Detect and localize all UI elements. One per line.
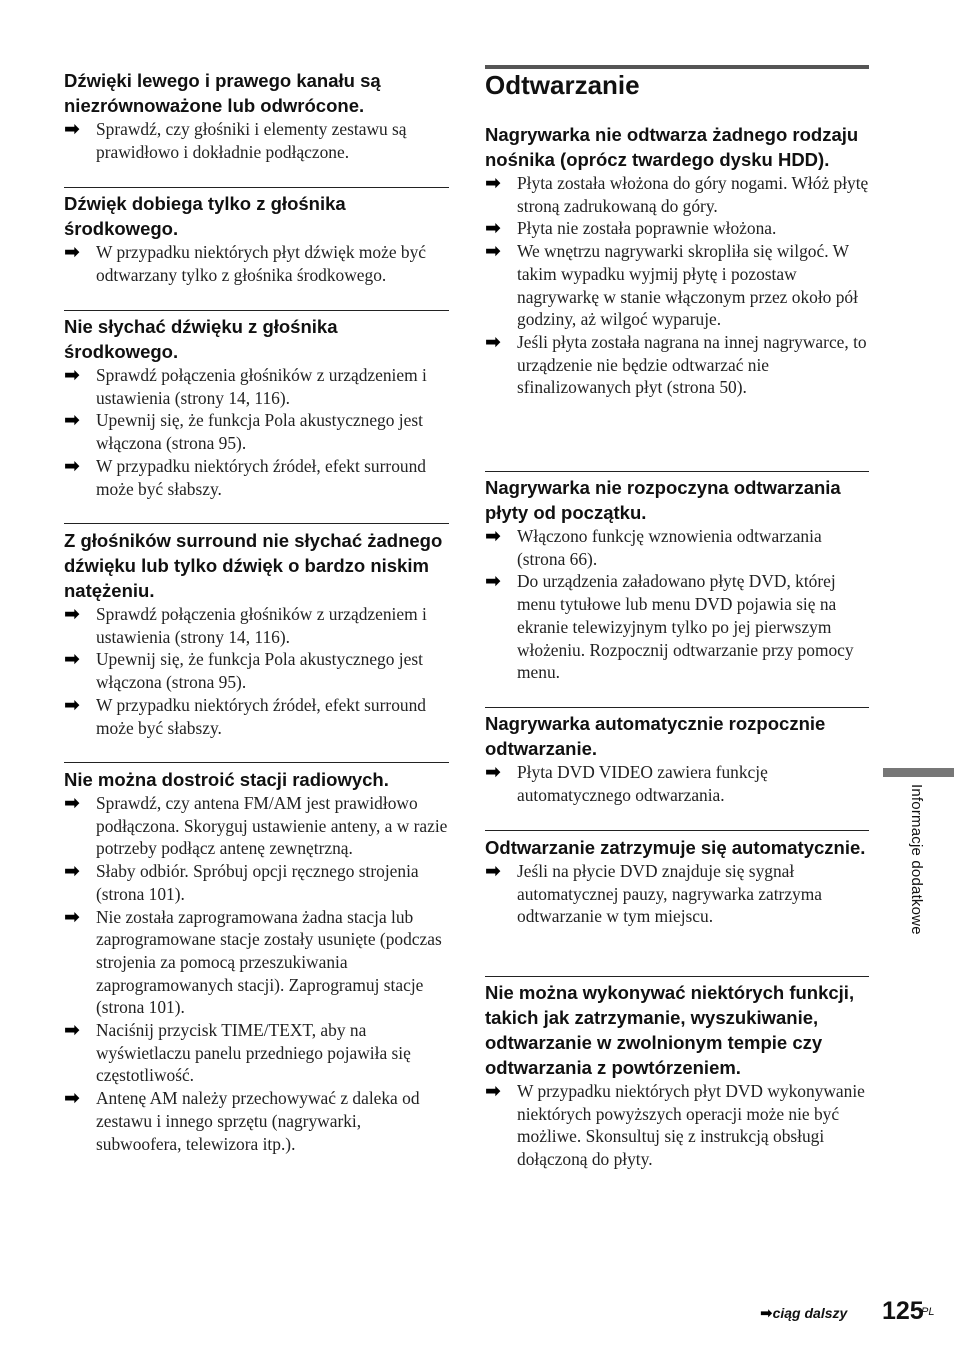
section-heading: Dźwięki lewego i prawego kanału są niezrównoważone lub odwrócone. (64, 70, 381, 116)
item-text: Nie została zaprogramowana żadna stacja lub zaprogramowane stacje zostały usunięte (podczas strojenia za pomocą przeszukiwania zaprogramowanych stacji). Zaprogramuj stacje (strona 101). (96, 906, 442, 1018)
arrow-right-icon: ➡ (485, 1080, 501, 1102)
item-text: Płyta DVD VIDEO zawiera funkcję automatycznego odtwarzania. (517, 762, 768, 805)
continued-text: ciąg dalszy (772, 1305, 848, 1321)
arrow-right-icon: ➡ (64, 648, 80, 671)
page-section-title: Odtwarzanie (485, 70, 640, 100)
item-text: Sprawdź, czy antena FM/AM jest prawidłowo podłączona. Skoryguj ustawienie anteny, a w razie potrzeby podłącz antenę zewnętrzną. (96, 793, 448, 859)
item-text: Sprawdź połączenia głośników z urządzeniem i ustawienia (strony 14, 116). (96, 604, 427, 647)
list-item (64, 648, 449, 693)
section-divider (64, 310, 449, 311)
arrow-right-icon: ➡ (64, 792, 80, 814)
section-not-from-start (485, 475, 869, 684)
list-item (485, 761, 869, 806)
section-divider (485, 830, 869, 831)
section-divider (485, 976, 869, 977)
list-item (64, 860, 449, 905)
list-item (64, 118, 449, 163)
arrow-right-icon: ➡ (485, 330, 501, 353)
arrow-right-icon: ➡ (64, 693, 80, 716)
list-item (485, 525, 869, 570)
section-channels-unbalanced (64, 68, 449, 163)
item-text: Włączono funkcję wznowienia odtwarzania (strona 66). (517, 526, 822, 569)
list-item (485, 217, 869, 240)
item-text: W przypadku niektórych źródeł, efekt surround może być słabszy. (96, 694, 426, 738)
list-item (485, 860, 869, 928)
list-item (64, 694, 449, 739)
list-item (64, 241, 449, 286)
section-heading: Nie można wykonywać niektórych funkcji, takich jak zatrzymanie, wyszukiwanie, odtwarzanie w zwolnionym tempie czy odtwarzania z powtórzeniem. (485, 982, 855, 1078)
arrow-right-icon: ➡ (64, 905, 80, 928)
item-text: W przypadku niektórych płyt dźwięk może być odtwarzany tylko z głośnika środkowego. (96, 242, 426, 285)
arrow-right-icon: ➡ (485, 860, 501, 882)
item-text: Antenę AM należy przechowywać z daleka od zestawu i innego sprzętu (nagrywarki, subwoofera, telewizora itp.). (96, 1088, 420, 1154)
item-text: Upewnij się, że funkcja Pola akustycznego jest włączona (strona 95). (96, 410, 423, 454)
section-functions-unavailable (485, 980, 869, 1171)
list-item (64, 603, 449, 648)
list-item (485, 1080, 869, 1171)
list-item (485, 172, 869, 217)
page-number: 125 (882, 1297, 924, 1325)
arrow-right-icon: ➡ (485, 761, 501, 783)
list-item (485, 331, 869, 399)
arrow-right-icon: ➡ (64, 118, 80, 140)
section-heading: Dźwięk dobiega tylko z głośnika środkowego. (64, 193, 346, 239)
section-heading: Z głośników surround nie słychać żadnego dźwięku lub tylko dźwięk o bardzo niskim natężeniu. (64, 530, 443, 601)
arrow-right-icon: ➡ (485, 172, 501, 194)
continued-note (760, 1302, 847, 1325)
item-text: W przypadku niektórych źródeł, efekt surround może być słabszy. (96, 455, 426, 499)
arrow-right-icon: ➡ (760, 1304, 773, 1322)
side-tab-marker (883, 768, 954, 777)
list-item (64, 1019, 449, 1087)
item-text: W przypadku niektórych płyt DVD wykonywanie niektórych powyższych operacji może nie być możliwe. Skonsultuj się z instrukcją obsługi dołączoną do płyty. (517, 1081, 865, 1170)
arrow-right-icon: ➡ (64, 241, 80, 263)
section-auto-stop (485, 835, 869, 928)
section-no-playback (485, 122, 869, 399)
section-heading: Odtwarzanie zatrzymuje się automatycznie. (485, 837, 866, 858)
section-no-center (64, 314, 449, 500)
arrow-right-icon: ➡ (64, 603, 80, 625)
list-item (64, 1087, 449, 1155)
section-divider (485, 707, 869, 708)
list-item (485, 240, 869, 331)
arrow-right-icon: ➡ (64, 364, 80, 386)
section-divider (64, 762, 449, 763)
list-item (64, 409, 449, 454)
item-text: Sprawdź, czy głośniki i elementy zestawu są prawidłowo i dokładnie podłączone. (96, 119, 407, 162)
arrow-right-icon: ➡ (64, 1087, 80, 1110)
section-heading: Nie można dostroić stacji radiowych. (64, 769, 389, 790)
list-item (485, 570, 869, 684)
item-text: Słaby odbiór. Spróbuj opcji ręcznego strojenia (strona 101). (96, 861, 419, 904)
section-heading: Nie słychać dźwięku z głośnika środkowego. (64, 316, 338, 362)
item-text: Naciśnij przycisk TIME/TEXT, aby na wyświetlaczu panelu przedniego pojawiła się częstotliwość. (96, 1020, 411, 1086)
section-divider (485, 471, 869, 472)
section-heading: Nagrywarka nie odtwarza żadnego rodzaju nośnika (oprócz twardego dysku HDD). (485, 124, 859, 170)
arrow-right-icon: ➡ (485, 240, 501, 263)
arrow-right-icon: ➡ (64, 409, 80, 432)
page-language-suffix: PL (921, 1306, 935, 1318)
section-heading: Nagrywarka automatycznie rozpocznie odtwarzanie. (485, 713, 826, 759)
arrow-right-icon: ➡ (485, 570, 501, 593)
section-divider (64, 187, 449, 188)
section-center-only (64, 191, 449, 286)
title-rule (485, 65, 869, 69)
arrow-right-icon: ➡ (485, 525, 501, 547)
list-item (64, 364, 449, 409)
arrow-right-icon: ➡ (64, 860, 80, 883)
item-text: Sprawdź połączenia głośników z urządzeniem i ustawienia (strony 14, 116). (96, 365, 427, 408)
section-heading: Nagrywarka nie rozpoczyna odtwarzania płyty od początku. (485, 477, 841, 523)
arrow-right-icon: ➡ (64, 454, 80, 477)
list-item (64, 455, 449, 500)
item-text: Płyta została włożona do góry nogami. Włóż płytę stroną zadrukowaną do góry. (517, 173, 869, 216)
section-radio-tuning (64, 767, 449, 1155)
arrow-right-icon: ➡ (64, 1019, 80, 1042)
list-item (64, 906, 449, 1020)
side-section-label: Informacje dodatkowe (908, 784, 925, 935)
section-no-surround (64, 528, 449, 739)
arrow-right-icon: ➡ (485, 217, 501, 240)
item-text: Upewnij się, że funkcja Pola akustycznego jest włączona (strona 95). (96, 649, 423, 693)
section-divider (64, 523, 449, 524)
list-item (64, 792, 449, 860)
item-text: Do urządzenia załadowano płytę DVD, której menu tytułowe lub menu DVD pojawia się na ekranie telewizyjnym tylko po jej pierwszym włożeniu. Rozpocznij odtwarzanie przy pomocy menu. (517, 571, 854, 683)
item-text: Jeśli płyta została nagrana na innej nagrywarce, to urządzenie nie będzie odtwarzać nie sfinalizowanych płyt (strona 50). (517, 331, 867, 398)
item-text: We wnętrzu nagrywarki skropliła się wilgoć. W takim wypadku wyjmij płytę i pozostaw nagrywarkę w stanie włączonym przez około pół godziny, aż wilgoć wyparuje. (517, 241, 858, 330)
item-text: Płyta nie została poprawnie włożona. (517, 218, 777, 239)
section-auto-start (485, 711, 869, 806)
item-text: Jeśli na płycie DVD znajduje się sygnał automatycznej pauzy, nagrywarka zatrzyma odtwarzanie w tym miejscu. (517, 861, 822, 927)
